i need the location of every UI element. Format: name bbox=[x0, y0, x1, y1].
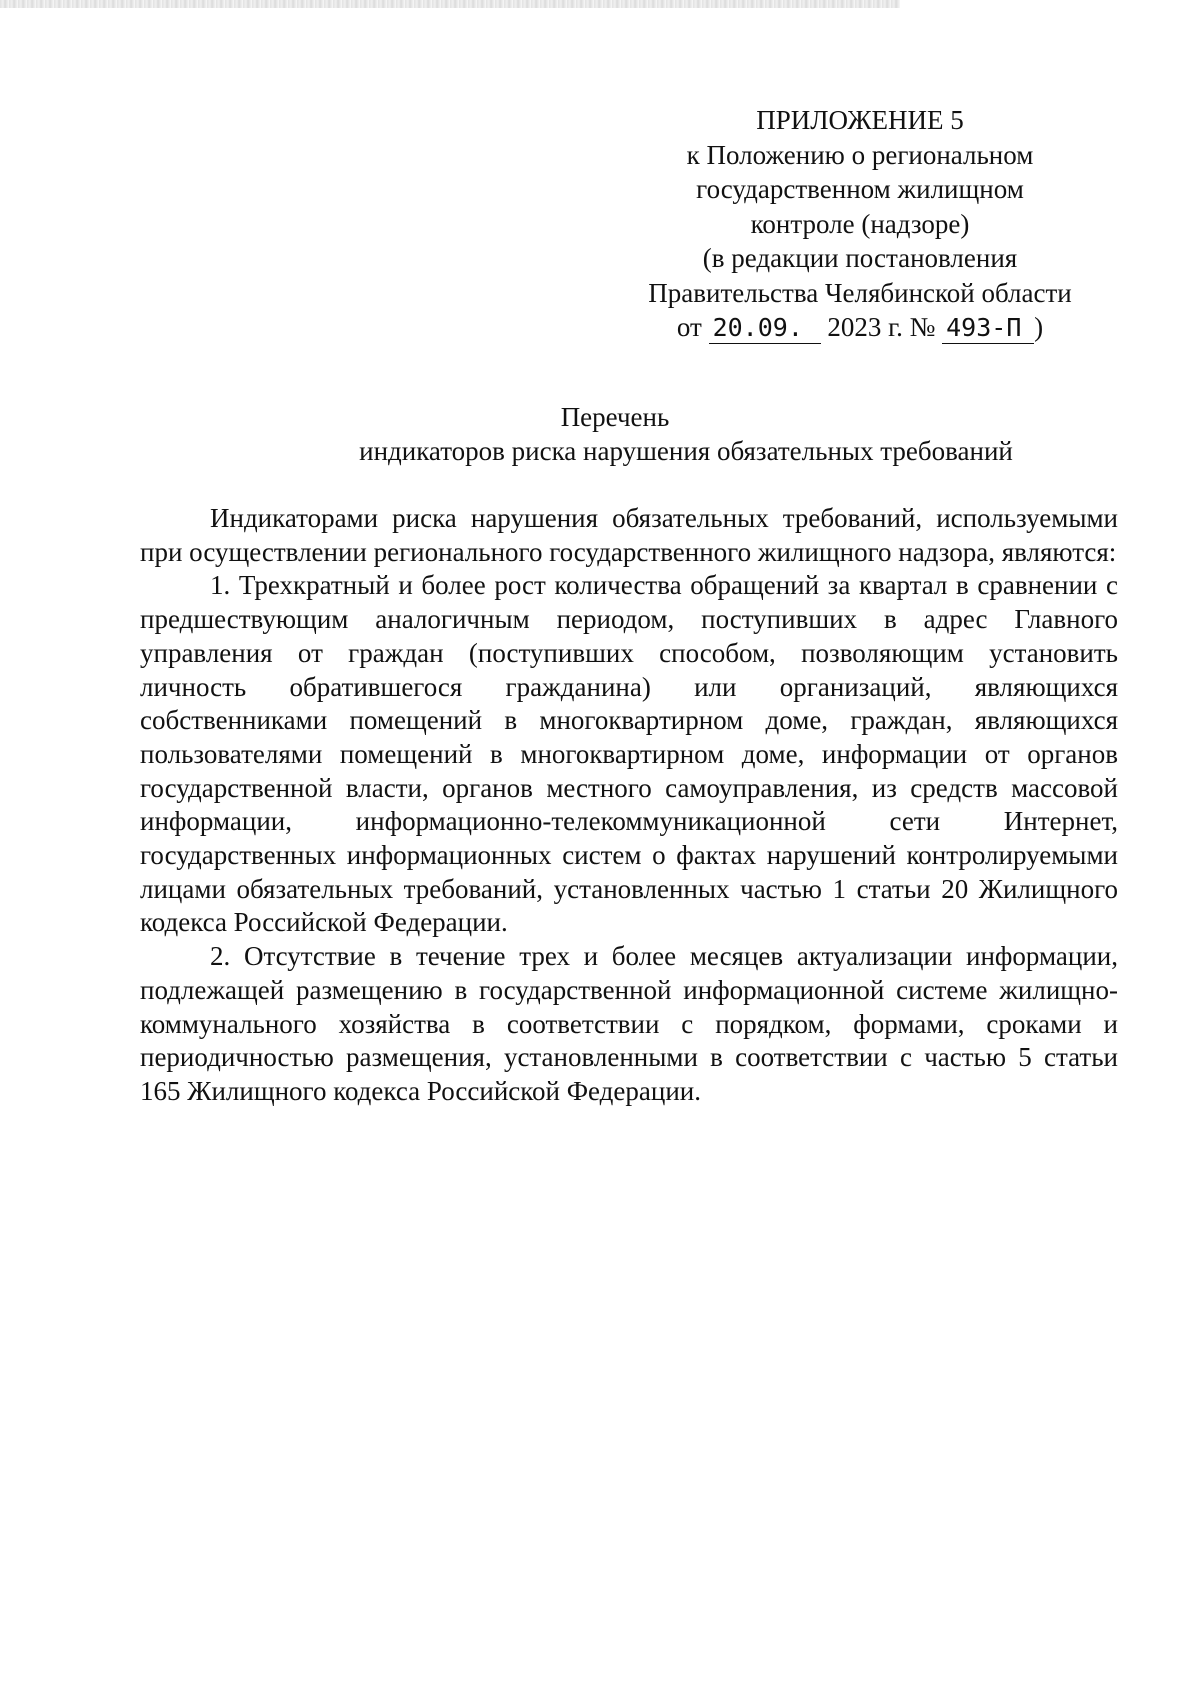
appendix-line: к Положению о региональном bbox=[686, 139, 1034, 170]
appendix-line: (в редакции постановления bbox=[702, 243, 1018, 273]
resolution-number: 493-П bbox=[942, 313, 1034, 344]
appendix-line: Правительства Челябинской области bbox=[648, 277, 1072, 308]
list-item: 1. Трехкратный и более рост количества обращений за квартал в сравнении с предшествующим аналогичным периодом, поступивших в адрес Главного управления от граждан (поступивших способом, позволяющим установить личность обратившегося гражданина) или организаций, являющихся собственниками помещений в многоквартирном доме, граждан, являющихся пользователями помещений в многоквартирном доме, информации от органов государственной власти, органов местного самоуправления, из средств массовой информации, информационно-телекоммуникационной сети Интернет, государственных информационных систем о фактах нарушений контролируемыми лицами обязательных требований, установленных частью 1 статьи 20 Жилищного кодекса Российской Федерации. bbox=[140, 570, 1118, 938]
year-text: 2023 г. № bbox=[827, 312, 936, 342]
appendix-date-line bbox=[640, 310, 1080, 345]
document-title: Перечень bbox=[560, 402, 670, 432]
list-item: 2. Отсутствие в течение трех и более месяцев актуализации информации, подлежащей размещению в государственной информационной системе жилищно-коммунального хозяйства в соответствии с порядком, формами, сроками и периодичностью размещения, установленными в соответствии с частью 5 статьи 165 Жилищного кодекса Российской Федерации. bbox=[140, 941, 1118, 1106]
scan-artifact bbox=[0, 0, 900, 8]
intro-paragraph: Индикаторами риска нарушения обязательных требований, используемыми при осуществлении регионального государственного жилищного надзора, являются: bbox=[140, 503, 1118, 567]
document-body bbox=[140, 502, 1118, 1109]
date-value: 20.09. bbox=[709, 313, 821, 344]
date-prefix: от bbox=[676, 312, 702, 342]
appendix-line: государственном жилищном bbox=[696, 174, 1024, 204]
appendix-header bbox=[640, 103, 1080, 345]
closing-paren: ) bbox=[1034, 312, 1044, 342]
appendix-line: контроле (надзоре) bbox=[750, 208, 970, 239]
appendix-title: ПРИЛОЖЕНИЕ 5 bbox=[756, 105, 964, 135]
document-subtitle: индикаторов риска нарушения обязательных требований bbox=[359, 436, 1013, 466]
